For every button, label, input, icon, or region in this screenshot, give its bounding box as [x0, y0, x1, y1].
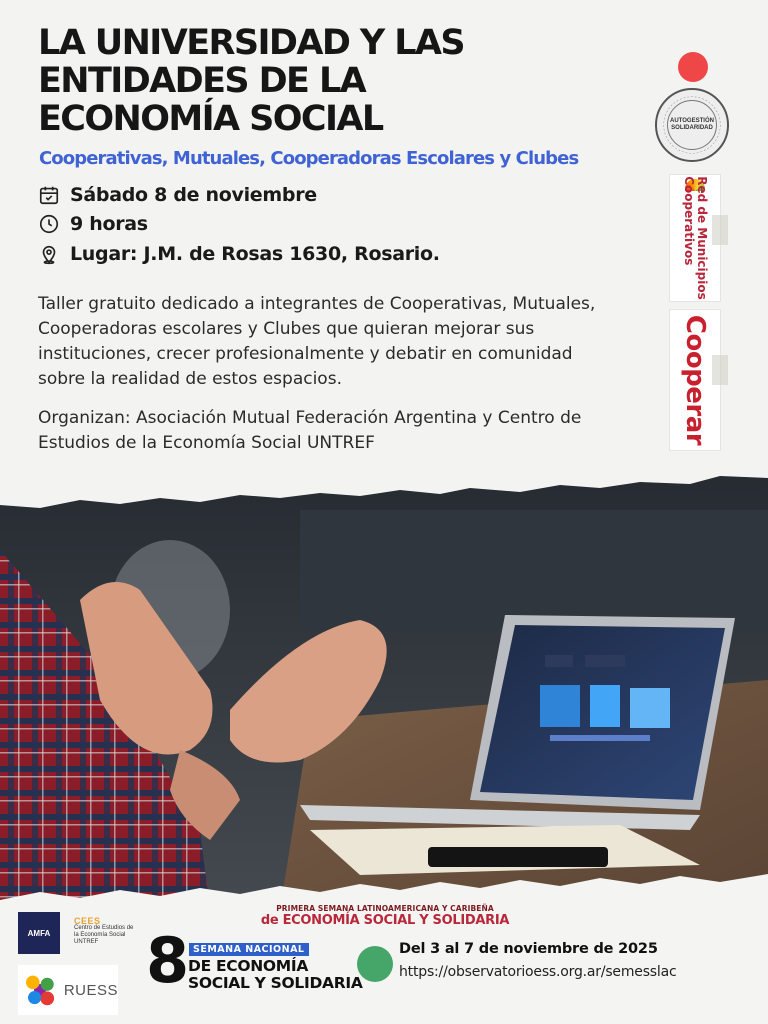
event-place: Lugar: J.M. de Rosas 1630, Rosario. [70, 243, 440, 265]
ruess-text: RUESS [63, 981, 118, 999]
week-number: 8 [146, 924, 190, 997]
seal-ring-icon [659, 92, 725, 158]
week-dates: Del 3 al 7 de noviembre de 2025 [399, 941, 658, 957]
meeting-photo [0, 470, 768, 910]
torn-edge-top [0, 458, 768, 528]
red-dot [678, 52, 708, 82]
poster-subtitle: Cooperativas, Mutuales, Cooperadoras Escolares y Clubes [39, 148, 579, 169]
cooperar-text: Cooperar [680, 314, 710, 446]
ruess-logo [18, 965, 118, 1015]
banner-small-text: PRIMERA SEMANA LATINOAMERICANA Y CARIBEÑA [276, 904, 494, 913]
place-row [38, 243, 440, 265]
seal-text: AUTOGESTIÓN SOLIDARIDAD [667, 100, 717, 150]
green-dot [357, 946, 393, 982]
description [38, 292, 648, 392]
description-text: Taller gratuito dedicado a integrantes de Cooperativas, Mutuales, Cooperadoras escolares y Clubes que quieran mejorar sus instituciones, crecer profesionalmente y debatir en comunidad sobre la realidad de estos espacios. [38, 294, 596, 389]
date-row [38, 184, 317, 206]
seal-logo [655, 88, 729, 162]
red-municipios-text: Red de Municipios Cooperativos [682, 176, 709, 300]
latam-week-banner [250, 904, 520, 928]
cees-subtitle: Centro de Estudios de la Economía Social UNTREF [74, 925, 134, 945]
banner-big-text: de ECONOMÍA SOCIAL Y SOLIDARIA [260, 913, 510, 928]
cees-logo [74, 918, 134, 946]
location-pin-icon [38, 243, 60, 265]
amfa-logo: AMFA [18, 912, 60, 954]
semana-label: SEMANA NACIONAL [189, 943, 309, 956]
title-line-1: LA UNIVERSIDAD Y LAS [38, 23, 464, 63]
tape-decoration [712, 355, 728, 385]
poster-title [38, 24, 508, 138]
organizers-contact: Organizan: Asociación Mutual Federación Argentina y Centro de Estudios de la Economía Social UNTREF [38, 408, 582, 453]
cees-name: CEES [74, 916, 101, 926]
tape-decoration [712, 215, 728, 245]
time-row [38, 213, 148, 235]
meeting-photo-illustration [0, 470, 768, 910]
ruess-dots-icon [22, 971, 58, 1009]
week-url[interactable]: https://observatorioess.org.ar/semesslac [399, 964, 677, 980]
event-time: 9 horas [70, 213, 148, 235]
title-line-3: ECONOMÍA SOCIAL [38, 99, 383, 139]
title-line-2: ENTIDADES DE LA [38, 61, 366, 101]
clock-icon [38, 213, 60, 235]
semana-title: DE ECONOMÍA SOCIAL Y SOLIDARIA [188, 957, 363, 992]
calendar-icon [38, 184, 60, 206]
event-date: Sábado 8 de noviembre [70, 184, 317, 206]
